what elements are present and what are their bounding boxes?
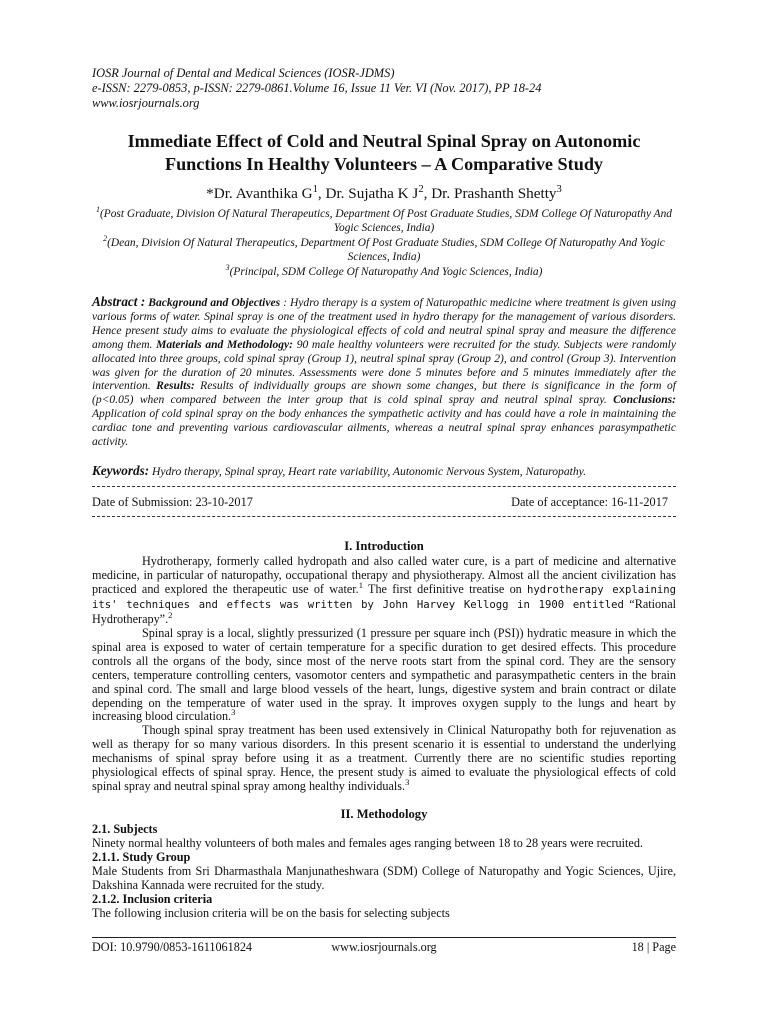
divider-top <box>92 486 676 487</box>
page-footer <box>92 940 676 955</box>
abstract-mm-text: 90 male healthy volunteers were recruited for the study. Subjects were randomly allocated into three groups, cold spinal spray (Group 1), neutral spinal spray (Group 2), and control (Group 3). Intervention was given for the duration of 20 minutes. Assessments were done 5 minutes before and 5 minutes immediately after the intervention. <box>92 338 676 393</box>
section-heading-introduction: I. Introduction <box>344 539 424 553</box>
author-3: , Dr. Prashanth Shetty <box>423 185 557 202</box>
title-line-1: Immediate Effect of Cold and Neutral Spinal Spray on Autonomic <box>127 131 641 151</box>
submission-date: Date of Submission: 23-10-2017 <box>92 495 253 509</box>
introduction-body <box>92 555 676 794</box>
abstract-results-text: Results of individually groups are shown some changes, but there is significance in the form of (p<0.05) when compared between the inter group that is cold spinal spray and neutral spinal spray. <box>92 380 676 407</box>
inclusion-criteria-text: The following inclusion criteria will be on the basis for selecting subjects <box>92 905 450 920</box>
abstract-conclusions-label: Conclusions: <box>613 394 676 407</box>
keywords-text: Hydro therapy, Spinal spray, Heart rate variability, Autonomic Nervous System, Naturopathy. <box>149 465 587 478</box>
author-1-sup: 1 <box>312 183 318 195</box>
study-group-text: Male Students from Sri Dharmasthala Manjunatheshwara (SDM) College of Naturopathy and Yogic Sciences, Ujire, Dakshina Kannada were recruited for the study. <box>92 863 676 892</box>
abstract-conclusions-text: Application of cold spinal spray on the body enhances the sympathetic activity and has could have a role in maintaining the cardiac tone and preventing various cardiovascular ailments, whereas a neutral spinal spray enhances parasympathetic activity. <box>92 408 676 449</box>
subhead-subjects: 2.1. Subjects <box>92 822 158 836</box>
intro-paragraph-1: Hydrotherapy, formerly called hydropath and also called water cure, is a part of medicine and alternative medicine, in particular of naturopathy, occupational therapy and physiotherapy. Almost all the ancient civilization has practiced and explored the therapeutic use of water.$^1$ The first definitive treatise on hydrotherapy explaining its' techniques and effects was written by John Harvey Kellogg in 1900 entitled “Rational Hydrotherapy”.$^2$ <box>92 554 676 626</box>
section-heading-methodology: II. Methodology <box>340 807 428 821</box>
paper-title <box>60 130 708 176</box>
subhead-study-group: 2.1.1. Study Group <box>92 849 191 864</box>
abstract-bg-label: Background and Objectives <box>148 297 281 309</box>
author-list <box>60 185 708 203</box>
journal-name: IOSR Journal of Dental and Medical Sciences (IOSR-JDMS) <box>92 66 395 80</box>
affiliation-3: $^3$(Principal, SDM College Of Naturopathy And Yogic Sciences, India) <box>225 262 543 278</box>
affiliations <box>92 207 676 279</box>
abstract-label: Abstract : <box>92 294 146 309</box>
footer-page-number: 18 | Page <box>631 940 676 954</box>
intro-paragraph-2: Spinal spray is a local, slightly pressurized (1 pressure per square inch (PSI)) hydratic measure in which the spinal area is exposed to water of certain temperature for a specific duration to get desired effects. This procedure controls all the organs of the body, since most of the nerve roots start from the spinal cord. They are the sensory centers, temperature controlling centers, vasomotor centers and sympathetic and parasympathetic centers in the brain and spinal cord. The small and large blood vessels of the heart, lungs, digestive system and brain contract or dilate depending on the temperature of water used in the spray. It improves oxygen supply to the lungs and heart by increasing blood circulation.$^3$ <box>92 625 676 724</box>
author-2-sup: 2 <box>418 183 424 195</box>
title-line-2: Functions In Healthy Volunteers – A Comparative Study <box>164 154 604 174</box>
abstract-bg-text: : Hydro therapy is a system of Naturopathic medicine where treatment is given using various forms of water. Spinal spray is one of the treatment used in hydro therapy for the management of various disorders. Hence present study aims to evaluate the physiological effects of cold and neutral spinal spray and measure the difference among them. <box>92 297 676 351</box>
author-3-sup: 3 <box>556 183 562 195</box>
affiliation-1: $^1$(Post Graduate, Division Of Natural Therapeutics, Department Of Post Graduate Studies, SDM College Of Naturopathy And Yogic Sciences, India) <box>95 205 672 235</box>
keywords <box>92 463 676 479</box>
footer-doi: DOI: 10.9790/0853-1611061824 <box>92 940 253 954</box>
keywords-label: Keywords: <box>92 463 150 478</box>
methodology-body <box>92 823 676 921</box>
abstract-results-label: Results: <box>156 380 195 393</box>
acceptance-date: Date of acceptance: 16-11-2017 <box>511 495 668 509</box>
affiliation-2: $^2$(Dean, Division Of Natural Therapeutics, Department Of Post Graduate Studies, SDM College Of Naturopathy And Yogic Sciences, India) <box>103 234 665 264</box>
author-1: *Dr. Avanthika G <box>206 185 313 202</box>
divider-bottom <box>92 516 676 517</box>
abstract <box>92 295 676 450</box>
intro-paragraph-3: Though spinal spray treatment has been used extensively in Clinical Naturopathy both for rejuvenation as well as therapy for so many various disorders. In this present scenario it is essential to understand the underlying mechanisms of spinal spray before using it as a treatment. Currently there are no scientific studies reporting physiological effects of spinal spray. Hence, the present study is aimed to evaluate the physiological effects of cold spinal spray and neutral spinal spray among healthy individuals.$^3$ <box>92 723 676 794</box>
journal-header <box>92 66 682 112</box>
subjects-text: Ninety normal healthy volunteers of both males and females ages ranging between 18 to 28 years were recruited. <box>92 835 643 850</box>
subhead-inclusion-criteria: 2.1.2. Inclusion criteria <box>92 891 213 906</box>
abstract-mm-label: Materials and Methodology: <box>156 338 294 351</box>
journal-issn: e-ISSN: 2279-0853, p-ISSN: 2279-0861.Volume 16, Issue 11 Ver. VI (Nov. 2017), PP 18-24 <box>92 81 542 96</box>
footer-rule <box>92 937 676 938</box>
author-2: , Dr. Sujatha K J <box>317 185 419 202</box>
journal-website[interactable]: www.iosrjournals.org <box>92 96 200 111</box>
footer-website[interactable]: www.iosrjournals.org <box>331 940 437 954</box>
dates-row <box>92 495 676 510</box>
